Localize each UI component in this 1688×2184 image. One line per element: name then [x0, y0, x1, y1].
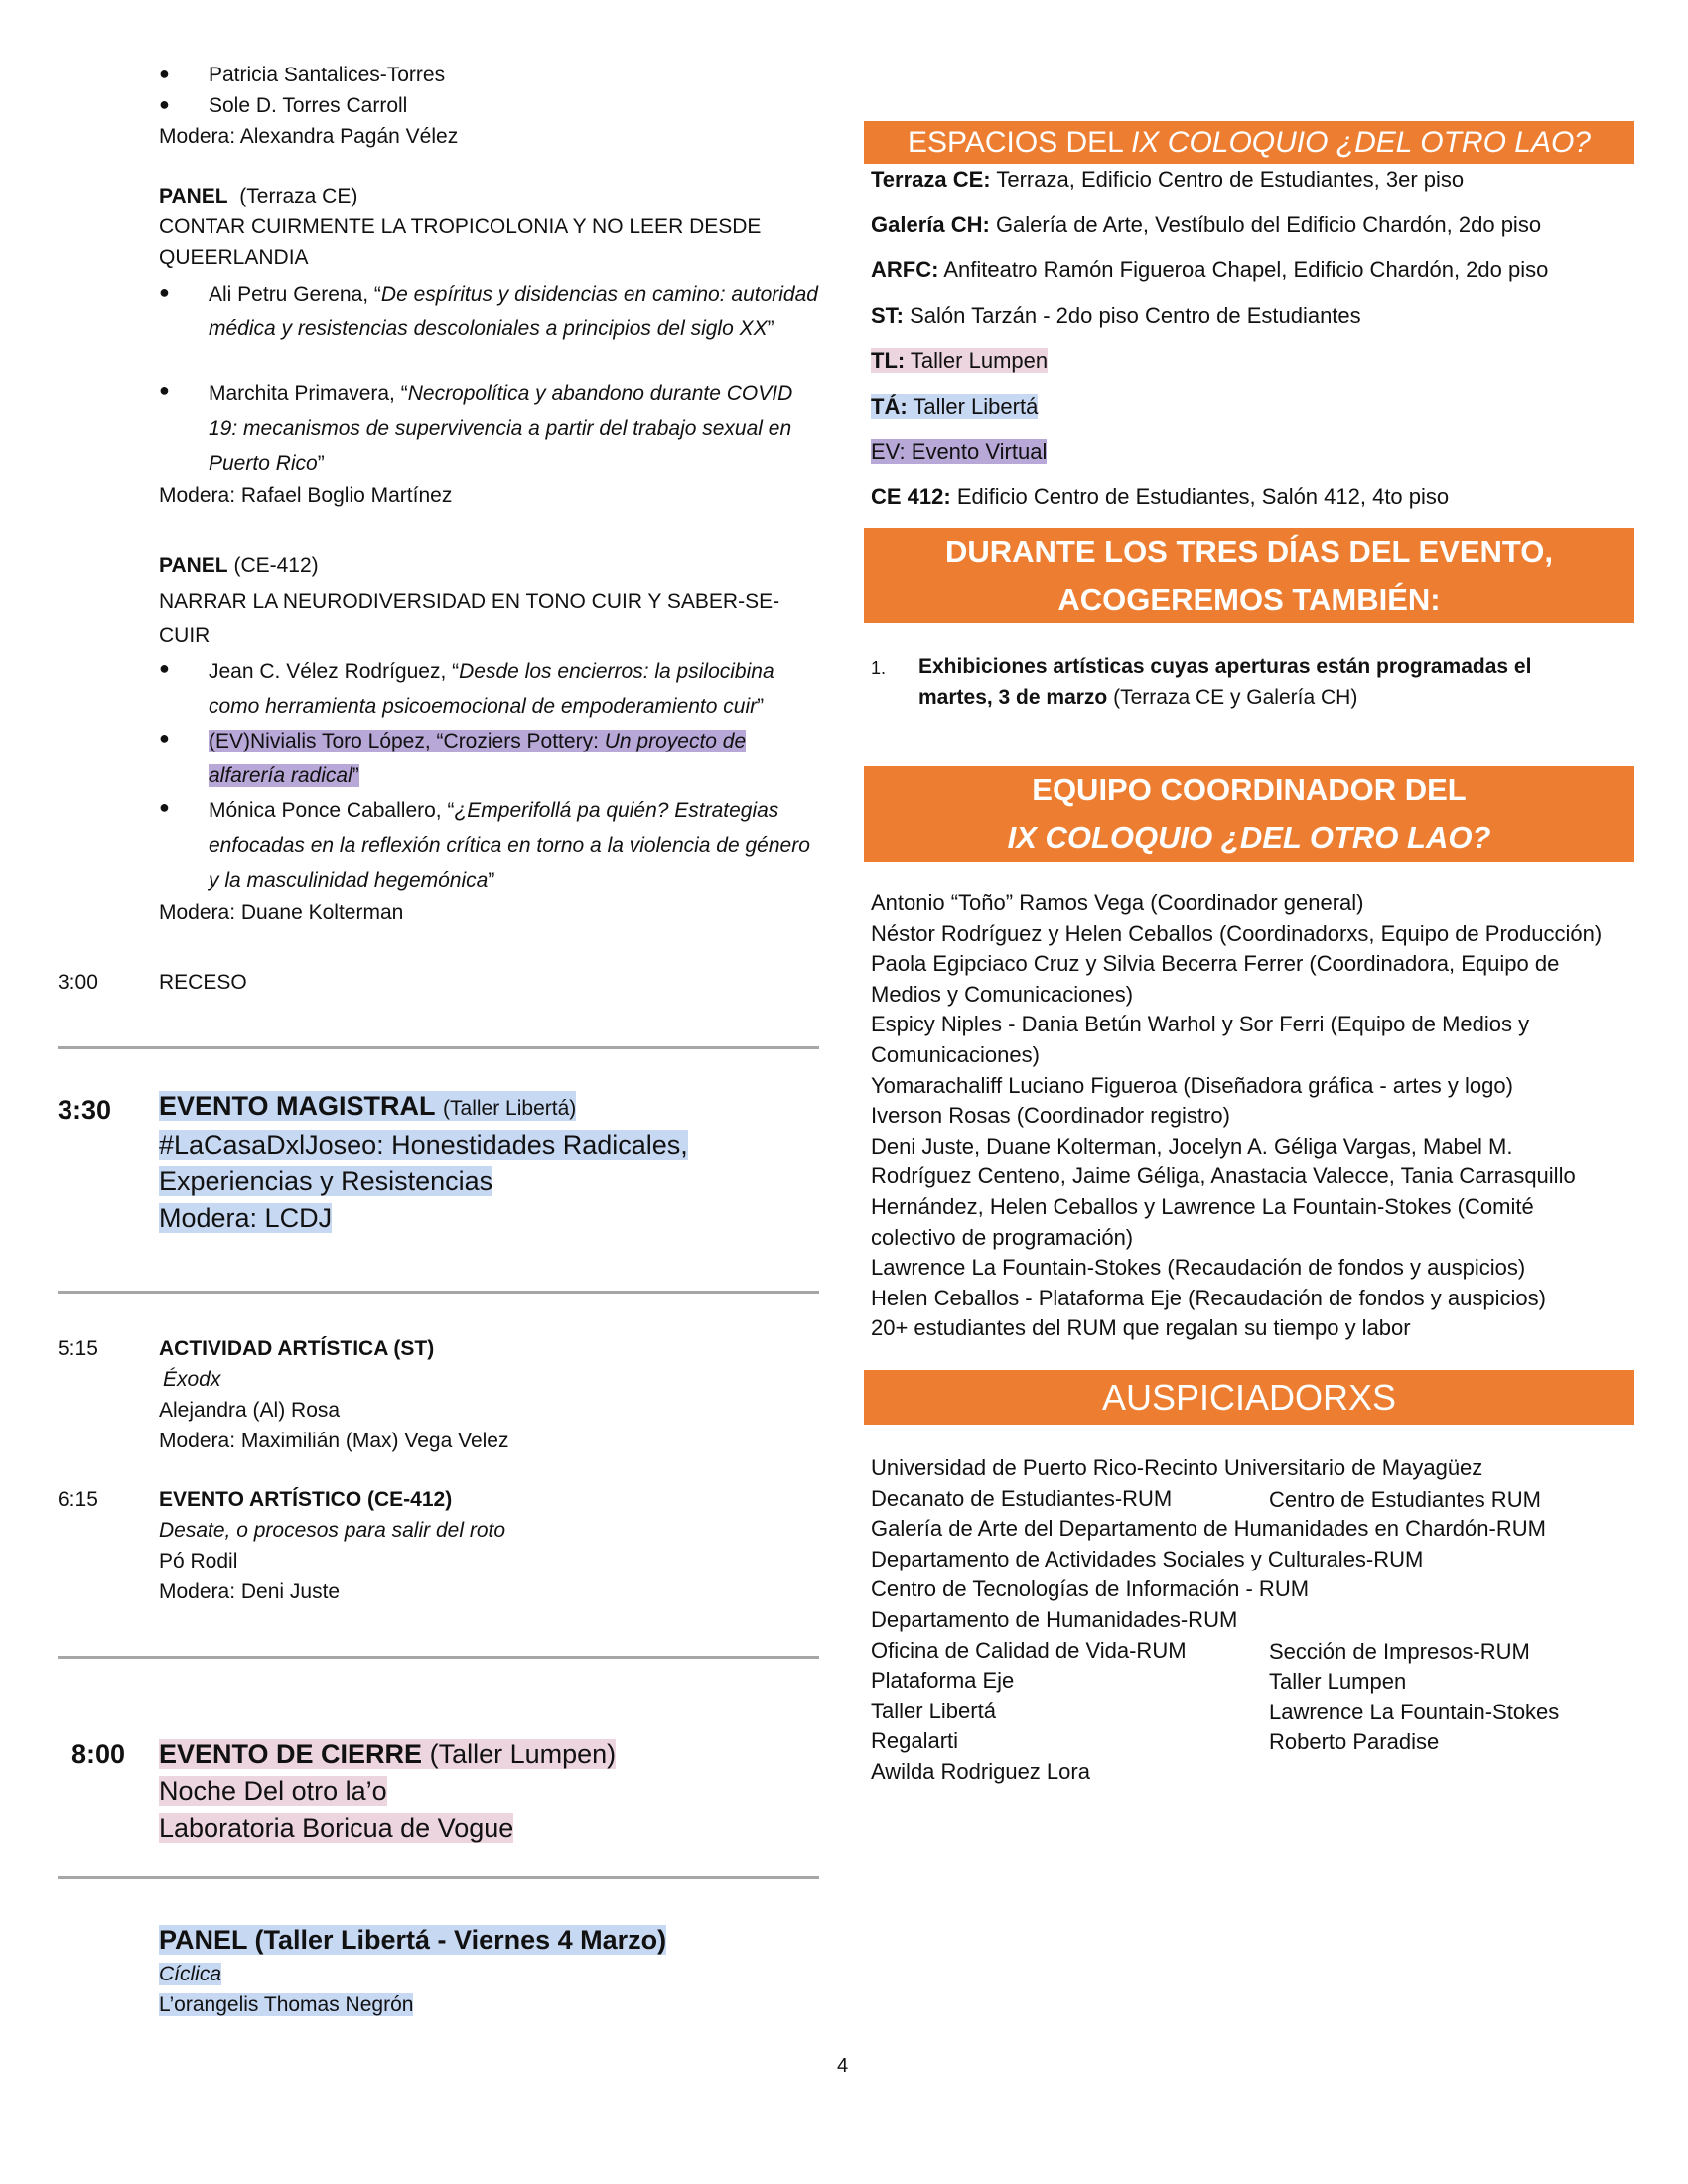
sponsor-item: Departamento de Actividades Sociales y Culturales-RUM — [871, 1546, 1424, 1571]
panel-final-block: PANEL (Taller Libertá - Viernes 4 Marzo) Cíclica L’orangelis Thomas Negrón — [159, 1925, 667, 2016]
team-line: Néstor Rodríguez y Helen Ceballos (Coordinadorxs, Equipo de Producción) — [871, 920, 1603, 946]
bullet-icon: ● — [159, 797, 170, 817]
list-item: Ali Petru Gerena, “De espíritus y disidencias en camino: autoridad médica y resistencias descoloniales a principios del siglo XX” — [209, 283, 818, 340]
space-item: Galería CH: Galería de Arte, Vestíbulo del Edificio Chardón, 2do piso — [871, 212, 1542, 237]
moderator: Modera: Alexandra Pagán Vélez — [159, 125, 459, 148]
divider — [58, 1656, 819, 1659]
team-line: 20+ estudiantes del RUM que regalan su tiempo y labor — [871, 1315, 1411, 1341]
space-item: ARFC: Anfiteatro Ramón Figueroa Chapel, Edificio Chardón, 2do piso — [871, 257, 1549, 282]
panel-title: NARRAR LA NEURODIVERSIDAD EN TONO CUIR Y SABER-SE-CUIR — [159, 590, 780, 647]
team-line: Medios y Comunicaciones) — [871, 981, 1134, 1007]
bullet-icon: ● — [159, 94, 170, 114]
bullet-icon: ● — [159, 658, 170, 678]
team-line: Rodríguez Centeno, Jaime Géliga, Anastacia Valecce, Tania Carrasquillo — [871, 1163, 1576, 1189]
team-line: Helen Ceballos - Plataforma Eje (Recaudación de fondos y auspicios) — [871, 1285, 1546, 1310]
receso-label: RECESO — [159, 971, 247, 994]
sponsor-item: Sección de Impresos-RUM — [1269, 1638, 1530, 1664]
list-number: 1. — [871, 658, 887, 678]
cierre-block: EVENTO DE CIERRE (Taller Lumpen) Noche Del otro la’o Laboratoria Boricua de Vogue — [159, 1739, 617, 1843]
sponsor-item: Oficina de Calidad de Vida-RUM — [871, 1637, 1187, 1663]
team-line: Antonio “Toño” Ramos Vega (Coordinador general) — [871, 890, 1364, 915]
moderator: Modera: Rafael Boglio Martínez — [159, 484, 453, 507]
moderator: Modera: Duane Kolterman — [159, 901, 404, 924]
sponsor-item: Roberto Paradise — [1269, 1729, 1440, 1755]
sponsor-item: Departamento de Humanidades-RUM — [871, 1606, 1238, 1632]
list-item: Mónica Ponce Caballero, “¿Emperifollá pa quién? Estrategias enfocadas en la reflexión crítica en torno a la violencia de género y la masculinidad hegemónica” — [209, 799, 810, 891]
actividad-block: ACTIVIDAD ARTÍSTICA (ST) Éxodx Alejandra (Al) Rosa Modera: Maximilián (Max) Vega Velez — [159, 1337, 509, 1452]
time-label: 3:30 — [58, 1095, 112, 1125]
team-line: Paola Egipciaco Cruz y Silvia Becerra Ferrer (Coordinadora, Equipo de — [871, 951, 1560, 977]
panel-heading: PANEL (CE-412) — [159, 554, 319, 577]
space-item: ST: Salón Tarzán - 2do piso Centro de Estudiantes — [871, 303, 1361, 328]
time-label: 8:00 — [71, 1739, 126, 1769]
space-item: TÁ: Taller Libertá — [871, 394, 1039, 419]
magistral-block: EVENTO MAGISTRAL (Taller Libertá) #LaCasaDxlJoseo: Honestidades Radicales, Experiencias y Resistencias Modera: LCDJ — [159, 1091, 688, 1233]
divider — [58, 1291, 819, 1294]
sponsor-item: Awilda Rodriguez Lora — [871, 1758, 1090, 1784]
list-item: Marchita Primavera, “Necropolítica y abandono durante COVID 19: mecanismos de supervivencia a partir del trabajo sexual en Puerto Rico” — [209, 382, 793, 475]
time-label: 6:15 — [58, 1488, 98, 1511]
sponsor-item: Decanato de Estudiantes-RUM — [871, 1485, 1173, 1511]
durante-banner: DURANTE LOS TRES DÍAS DEL EVENTO, ACOGEREMOS TAMBIÉN: — [864, 528, 1634, 623]
list-item: Patricia Santalices-Torres — [209, 64, 446, 86]
sponsor-item: Galería de Arte del Departamento de Humanidades en Chardón-RUM — [871, 1516, 1546, 1542]
team-line: Yomarachaliff Luciano Figueroa (Diseñadora gráfica - artes y logo) — [871, 1072, 1513, 1098]
list-item: Jean C. Vélez Rodríguez, “Desde los encierros: la psilocibina como herramienta psicoemocional de empoderamiento cuir” — [209, 660, 774, 718]
team-line: Espicy Niples - Dania Betún Warhol y Sor Ferri (Equipo de Medios y — [871, 1012, 1530, 1037]
espacios-banner: ESPACIOS DEL IX COLOQUIO ¿DEL OTRO LAO? — [864, 121, 1634, 164]
bullet-icon: ● — [159, 282, 170, 302]
space-item: TL: Taller Lumpen — [871, 348, 1049, 373]
sponsor-item: Lawrence La Fountain-Stokes — [1269, 1699, 1560, 1724]
equipo-banner: EQUIPO COORDINADOR DEL IX COLOQUIO ¿DEL OTRO LAO? — [864, 766, 1634, 862]
team-line: Deni Juste, Duane Kolterman, Jocelyn A. Géliga Vargas, Mabel M. — [871, 1133, 1513, 1159]
bullet-icon: ● — [159, 380, 170, 400]
panel-title: CONTAR CUIRMENTE LA TROPICOLONIA Y NO LEER DESDE QUEERLANDIA — [159, 215, 762, 269]
evento-artistico-block: EVENTO ARTÍSTICO (CE-412) Desate, o procesos para salir del roto Pó Rodil Modera: Deni Juste — [159, 1488, 506, 1603]
team-line: Iverson Rosas (Coordinador registro) — [871, 1103, 1230, 1129]
sponsor-item: Taller Lumpen — [1269, 1669, 1407, 1695]
sponsor-item: Universidad de Puerto Rico-Recinto Universitario de Mayagüez — [871, 1455, 1483, 1480]
bullet-icon: ● — [159, 728, 170, 748]
space-item: CE 412: Edificio Centro de Estudiantes, Salón 412, 4to piso — [871, 484, 1450, 509]
space-item: Terraza CE: Terraza, Edificio Centro de Estudiantes, 3er piso — [871, 167, 1465, 192]
team-list — [871, 888, 1602, 1344]
space-item: EV: Evento Virtual — [871, 439, 1048, 464]
team-line: Lawrence La Fountain-Stokes (Recaudación de fondos y auspicios) — [871, 1255, 1526, 1281]
team-line: colectivo de programación) — [871, 1224, 1134, 1250]
list-item: Exhibiciones artísticas cuyas aperturas están programadas el martes, 3 de marzo (Terraza CE y Galería CH) — [918, 655, 1532, 709]
time-label: 5:15 — [58, 1337, 98, 1360]
panel-heading: PANEL (Terraza CE) — [159, 185, 358, 207]
time-label: 3:00 — [58, 971, 98, 994]
divider — [58, 1046, 819, 1049]
sponsor-item: Centro de Estudiantes RUM — [1269, 1486, 1541, 1512]
team-line: Comunicaciones) — [871, 1041, 1040, 1067]
sponsor-item: Plataforma Eje — [871, 1668, 1015, 1694]
list-item: (EV)Nivialis Toro López, “Croziers Pottery: Un proyecto de alfarería radical” — [209, 730, 747, 787]
team-line: Hernández, Helen Ceballos y Lawrence La Fountain-Stokes (Comité — [871, 1193, 1534, 1219]
auspiciadores-banner: AUSPICIADORXS — [864, 1370, 1634, 1425]
list-item: Sole D. Torres Carroll — [209, 94, 408, 117]
sponsor-item: Taller Libertá — [871, 1698, 996, 1723]
sponsor-item: Regalarti — [871, 1728, 959, 1754]
sponsor-item: Centro de Tecnologías de Información - RUM — [871, 1576, 1310, 1602]
page-number: 4 — [837, 2055, 849, 2077]
bullet-icon: ● — [159, 64, 170, 83]
divider — [58, 1876, 819, 1879]
